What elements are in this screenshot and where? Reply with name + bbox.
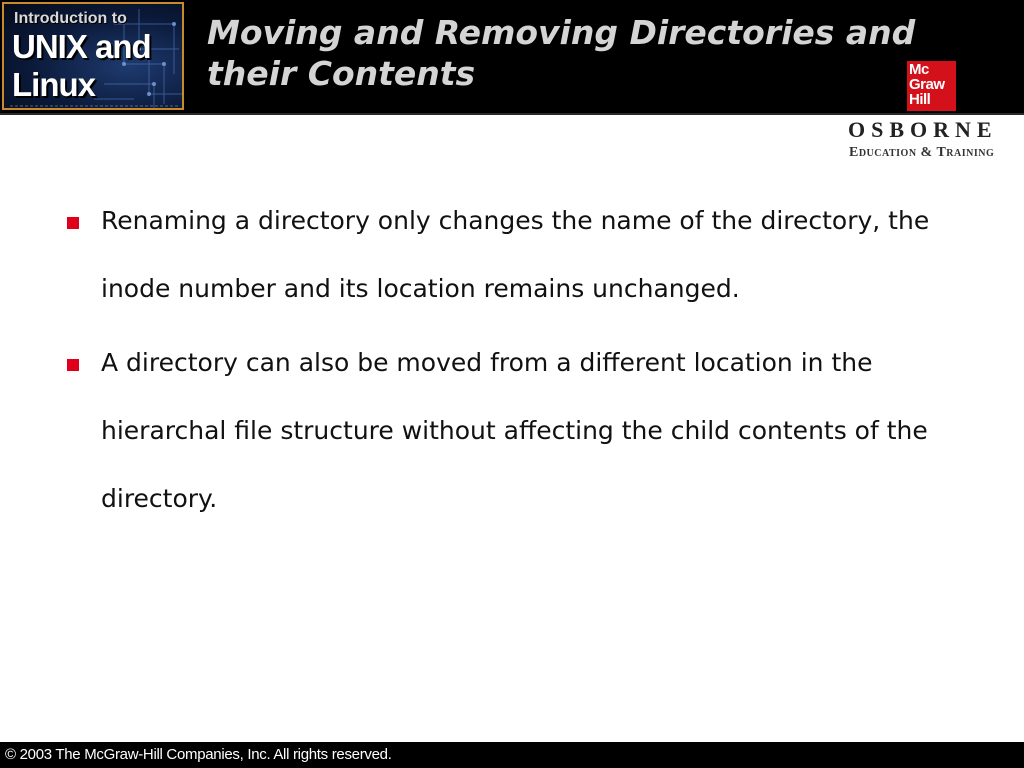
- osborne-tagline: Education & Training: [849, 145, 995, 160]
- book-logo-line3: Linux: [12, 66, 95, 103]
- bullet-list: [64, 187, 964, 539]
- mcgraw-hill-logo-line3: Hill: [909, 91, 931, 108]
- bullet-text: A directory can also be moved from a different location in the hierarchal file structure without affecting the child contents of the directory.: [101, 348, 928, 513]
- book-logo-line1: Introduction to: [14, 10, 127, 27]
- footer-bar: [0, 742, 1024, 768]
- copyright-notice: © 2003 The McGraw-Hill Companies, Inc. All rights reserved.: [5, 746, 392, 763]
- square-bullet-icon: [67, 359, 79, 371]
- square-bullet-icon: [67, 217, 79, 229]
- mcgraw-hill-logo: [907, 61, 956, 111]
- bullet-item: [64, 187, 964, 323]
- bullet-item: [64, 329, 964, 533]
- header-bar: [0, 0, 1024, 115]
- mcgraw-hill-logo-line2: Graw: [909, 76, 945, 93]
- mcgraw-hill-logo-line1: Mc: [909, 61, 929, 78]
- header-divider: [0, 113, 1024, 115]
- book-logo-line2: UNIX and: [12, 28, 151, 65]
- osborne-logo: OSBORNE: [848, 117, 998, 142]
- book-cover-logo: [2, 2, 184, 110]
- slide-title: Moving and Removing Directories and their Contents: [207, 13, 916, 93]
- bullet-text: Renaming a directory only changes the name of the directory, the inode number and its location remains unchanged.: [101, 206, 930, 303]
